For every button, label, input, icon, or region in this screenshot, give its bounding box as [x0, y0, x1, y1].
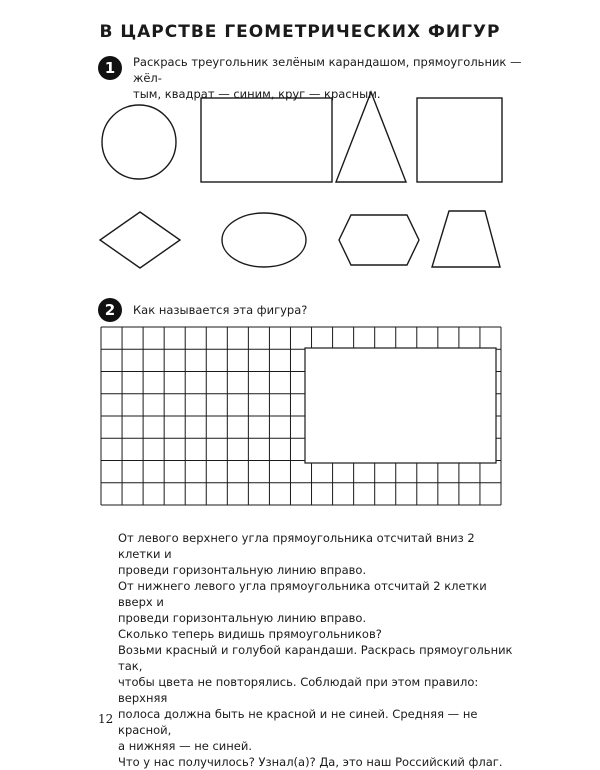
- task-1-instruction-line-2: тым, квадрат — синим, круг — красным.: [133, 87, 381, 101]
- task-1-instruction-line-1: Раскрась треугольник зелёным карандашом, прямоугольник — жёл-: [133, 55, 522, 85]
- page-number: 12: [98, 712, 114, 726]
- instruction-line: От нижнего левого угла прямоугольника отсчитай 2 клетки вверх и: [118, 579, 487, 609]
- task-2-question: Как называется эта фигура?: [133, 303, 308, 317]
- ellipse-shape[interactable]: [222, 213, 306, 267]
- task-2-number-badge: 2: [98, 298, 122, 322]
- trapezoid-shape[interactable]: [432, 211, 500, 267]
- instruction-line: чтобы цвета не повторялись. Соблюдай при этом правило: верхняя: [118, 675, 479, 705]
- instruction-line: Что у нас получилось? Узнал(а)? Да, это наш Российский флаг.: [118, 755, 503, 769]
- square-grid: [100, 326, 502, 506]
- instruction-line: От левого верхнего угла прямоугольника отсчитай вниз 2 клетки и: [118, 531, 475, 561]
- rectangle-shape[interactable]: [201, 98, 332, 182]
- shapes-area: [0, 0, 600, 320]
- page-title: В ЦАРСТВЕ ГЕОМЕТРИЧЕСКИХ ФИГУР: [99, 22, 501, 42]
- task-1-number-badge: 1: [98, 56, 122, 80]
- hexagon-shape[interactable]: [339, 215, 419, 265]
- square-shape[interactable]: [417, 98, 502, 182]
- instruction-line: Сколько теперь видишь прямоугольников?: [118, 627, 382, 641]
- instruction-line: полоса должна быть не красной и не синей. Средняя — не красной,: [118, 707, 478, 737]
- instruction-line: проведи горизонтальную линию вправо.: [118, 563, 367, 577]
- instruction-line: Возьми красный и голубой карандаши. Раскрась прямоугольник так,: [118, 643, 513, 673]
- instruction-line: а нижняя — не синей.: [118, 739, 252, 753]
- hidden-rectangle-area[interactable]: [305, 348, 496, 463]
- grid-drawing: [100, 326, 502, 506]
- circle-shape[interactable]: [102, 105, 176, 179]
- rhombus-shape[interactable]: [100, 212, 180, 268]
- triangle-shape[interactable]: [336, 92, 406, 182]
- task-2-instructions: [118, 530, 518, 770]
- instruction-line: проведи горизонтальную линию вправо.: [118, 611, 367, 625]
